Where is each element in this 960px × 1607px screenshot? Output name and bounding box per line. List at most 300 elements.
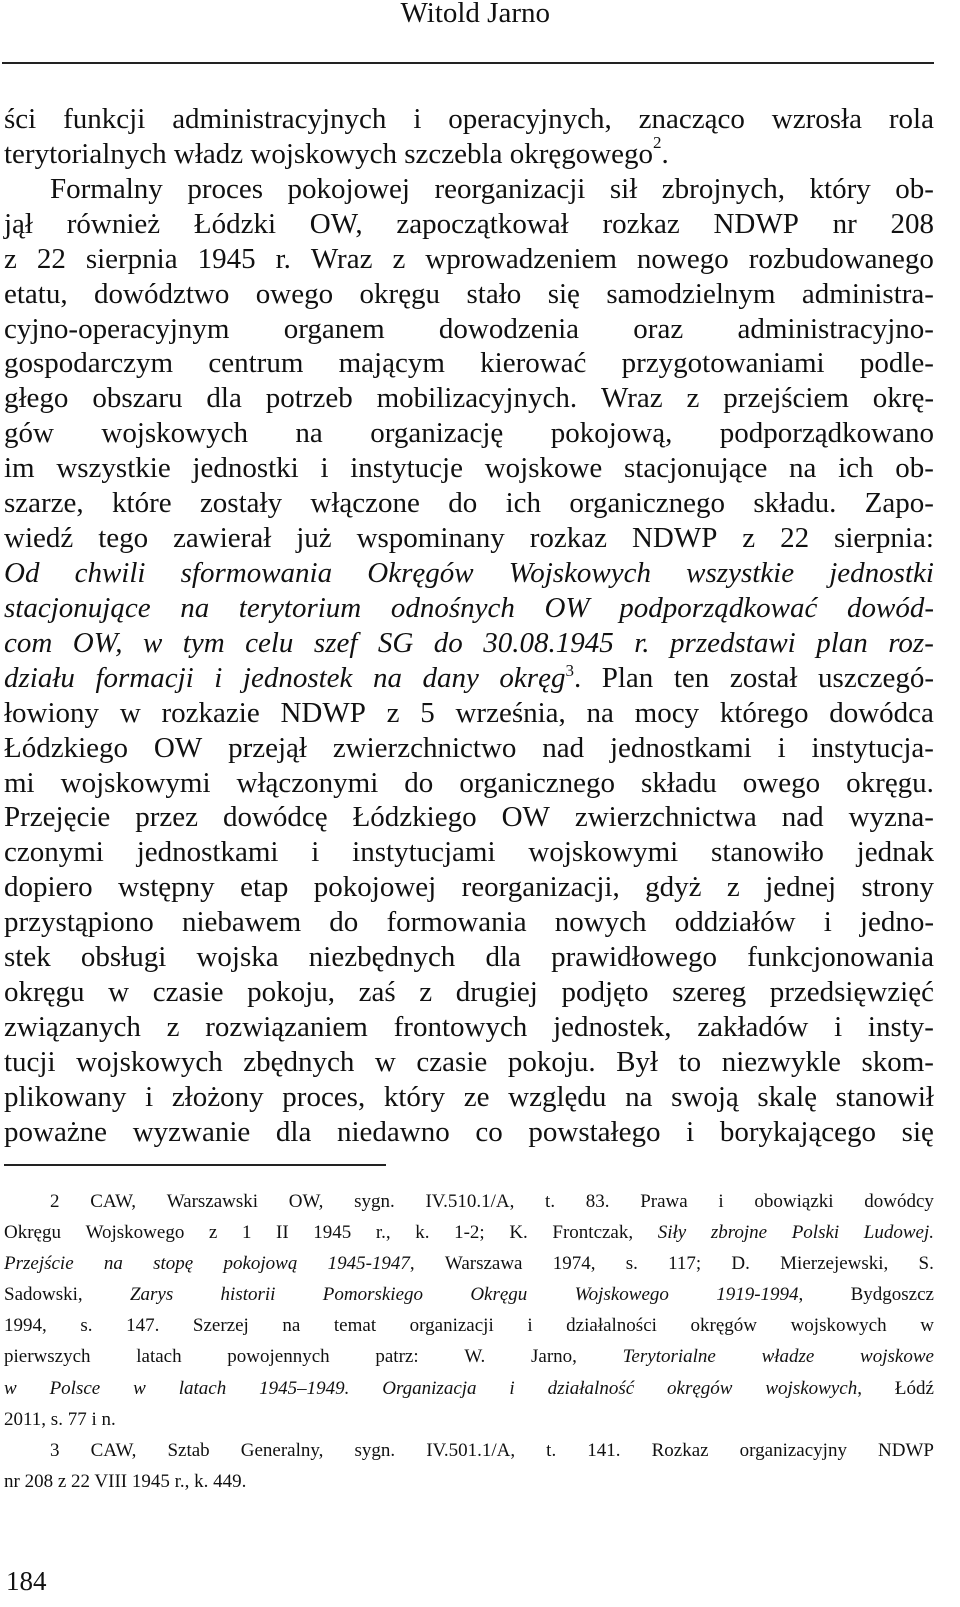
text-run: stek — [4, 941, 51, 974]
text-run: . — [661, 137, 669, 170]
text-run: przez — [135, 801, 198, 834]
text-line — [4, 1115, 934, 1150]
italic-text: Terytorialne — [622, 1346, 716, 1368]
text-run: okręgu — [4, 976, 85, 1009]
text-run: latach — [136, 1346, 182, 1368]
text-run: r. — [275, 242, 291, 275]
text-line — [4, 207, 934, 242]
text-run: powojennych — [227, 1346, 330, 1368]
footnotes — [4, 1186, 934, 1497]
text-run: t. — [546, 1439, 557, 1461]
italic-text: okręg — [499, 661, 566, 694]
text-run: Formalny — [50, 172, 163, 205]
word — [328, 1248, 415, 1279]
text-run: z — [208, 1222, 218, 1244]
text-run: jednostkami — [609, 731, 752, 764]
text-run: 1945 — [197, 242, 256, 275]
italic-text: pokojową — [223, 1253, 298, 1275]
text-run: 147. — [126, 1315, 160, 1337]
text-run: IV.510.1/A, — [425, 1191, 515, 1212]
text-run: 1994, — [4, 1315, 47, 1337]
italic-text: Siły — [657, 1222, 687, 1244]
text-run: rozwiązaniem — [205, 1010, 368, 1043]
text-run: , — [798, 1284, 804, 1306]
text-run: okręgu. — [846, 766, 934, 799]
text-run: do — [404, 766, 434, 799]
text-run: pokoju. — [507, 1045, 596, 1078]
footnote-line — [4, 1217, 934, 1248]
text-run: względu — [508, 1080, 607, 1113]
text-run: i — [686, 1115, 695, 1148]
text-run: operacyjnych, — [448, 103, 612, 135]
italic-text: r. — [634, 626, 650, 659]
text-run: Warszawa — [444, 1253, 523, 1275]
text-run: OW — [153, 731, 203, 764]
text-run: 208 — [890, 207, 934, 240]
text-line — [4, 591, 934, 626]
text-run: wprowadzeniem — [425, 242, 617, 275]
text-run: z — [742, 522, 756, 555]
text-run: insty- — [867, 1010, 934, 1043]
text-run: 2 — [50, 1191, 60, 1212]
text-run: 22 — [780, 522, 810, 555]
italic-text: Od — [4, 556, 40, 589]
text-run: złożony — [171, 1080, 264, 1113]
text-run: jednak — [856, 836, 934, 869]
italic-text: okręgów — [667, 1377, 733, 1399]
italic-text: stopę — [153, 1253, 194, 1275]
text-run: t. — [545, 1191, 556, 1212]
text-run: składu. — [753, 487, 837, 520]
italic-text: celu — [245, 626, 294, 659]
text-run: K. — [509, 1222, 528, 1244]
text-run: przedsięwzięć — [769, 976, 934, 1009]
italic-text: OW, — [72, 626, 123, 659]
italic-text: w — [142, 626, 163, 659]
text-run: i — [145, 1080, 154, 1113]
italic-text: chwili — [74, 556, 146, 589]
italic-text: podporządkować — [619, 591, 818, 624]
footnote-line — [4, 1279, 934, 1310]
text-run: okrę- — [872, 382, 934, 415]
text-run: 3 — [50, 1439, 60, 1461]
text-run: z — [166, 1010, 180, 1043]
text-run: ich — [838, 452, 874, 485]
text-run: pokojowej — [313, 871, 437, 904]
word — [716, 1279, 803, 1310]
text-run: rozkaz — [602, 207, 680, 240]
text-run: Warszawski — [166, 1191, 259, 1212]
italic-text: zbrojne — [710, 1222, 768, 1244]
text-run: rozkaz — [529, 522, 608, 555]
text-run: 1974, — [552, 1253, 596, 1275]
text-run: z — [726, 871, 740, 904]
text-run: , — [857, 1377, 862, 1399]
text-run: z — [686, 382, 700, 415]
text-run: i — [777, 731, 786, 764]
text-run: organem — [283, 312, 385, 345]
text-run: drugiej — [455, 976, 538, 1009]
text-run: potrzeb — [265, 382, 353, 415]
italic-text: plan — [816, 626, 868, 659]
text-run: Wraz — [310, 242, 373, 275]
italic-text: odnośnych — [390, 591, 515, 624]
italic-text: Przejście — [4, 1253, 74, 1275]
text-run: powstałego — [528, 1115, 661, 1148]
text-run: mocy — [634, 696, 700, 729]
text-run: instytucjami — [352, 836, 496, 869]
italic-text: historii — [220, 1284, 276, 1306]
text-run: który — [383, 1080, 446, 1113]
text-run: podle- — [859, 347, 934, 380]
text-run: niezbędnych — [308, 941, 456, 974]
italic-text: wojskowych — [765, 1377, 858, 1399]
text-run: skalę — [757, 1080, 818, 1113]
text-run: jedno- — [859, 906, 934, 939]
text-run: z — [4, 242, 17, 275]
text-line — [4, 696, 934, 731]
text-run: 5 — [420, 696, 435, 729]
italic-text: i — [509, 1377, 515, 1399]
text-run: NDWP — [713, 207, 799, 240]
italic-text: przedstawi — [670, 626, 796, 659]
text-run: ich — [505, 487, 542, 520]
italic-text: władze — [761, 1346, 815, 1368]
italic-text: formacji — [95, 661, 194, 694]
text-run: i — [527, 1315, 533, 1337]
text-run: który — [809, 172, 871, 205]
italic-text: sformowania — [180, 556, 333, 589]
text-run: wspominany — [356, 522, 505, 555]
text-run: organizacyjny — [739, 1439, 847, 1461]
text-run: działalności — [566, 1315, 657, 1337]
text-run: wojskowych — [101, 417, 248, 450]
text-run: administracyjnych — [172, 103, 387, 135]
text-run: stanowił — [835, 1080, 934, 1113]
text-run: okręgu — [359, 277, 441, 310]
text-run: etatu, — [4, 277, 68, 310]
text-run: obszaru — [92, 382, 183, 415]
text-line — [4, 132, 934, 172]
text-run: i — [718, 1191, 724, 1212]
text-run: na — [789, 452, 817, 485]
footnote-line — [4, 1341, 934, 1372]
header-rule — [2, 62, 934, 64]
text-run: oddziałów — [674, 906, 796, 939]
text-run: 1 — [241, 1222, 252, 1244]
text-run: plikowany — [4, 1080, 127, 1113]
text-run: , — [409, 1253, 415, 1275]
text-run: czasie — [416, 1045, 488, 1078]
italic-text: 1919-1994 — [716, 1284, 799, 1306]
text-run: temat — [333, 1315, 377, 1337]
text-run: w — [374, 1045, 396, 1078]
text-run: obsługi — [80, 941, 167, 974]
text-run: nowego — [636, 242, 729, 275]
running-header-author: Witold Jarno — [400, 0, 550, 29]
text-run: dowodzenia — [438, 312, 580, 345]
text-run: dla — [206, 382, 242, 415]
text-run: 117; — [668, 1253, 702, 1275]
text-run: pokoju, — [247, 976, 335, 1009]
text-run: Łódzki — [193, 207, 277, 240]
word — [765, 1373, 862, 1404]
text-run: Wojskowego — [85, 1222, 185, 1244]
text-run: rozkazie — [161, 696, 260, 729]
text-run: CAW, — [90, 1191, 137, 1212]
text-run: 141. — [587, 1439, 621, 1461]
text-run: patrz: — [375, 1346, 419, 1368]
italic-text: roz- — [888, 626, 934, 659]
text-run: Sztab — [167, 1439, 210, 1461]
word — [499, 661, 581, 696]
italic-text: Okręgów — [367, 556, 474, 589]
text-run: OW, — [309, 207, 363, 240]
text-run: funkcji — [63, 103, 146, 135]
italic-text: wszystkie — [686, 556, 795, 589]
text-run: NDWP — [280, 696, 366, 729]
footnote-line — [4, 1466, 934, 1497]
text-run: niedawno — [336, 1115, 450, 1148]
italic-text: 30.08.1945 — [483, 626, 614, 659]
text-run: przystąpiono — [4, 906, 154, 939]
text-run: jednostki — [192, 452, 299, 485]
text-run: nr 208 z 22 VIII 1945 r., k. 449. — [4, 1470, 247, 1492]
text-run: to — [678, 1045, 702, 1078]
text-run: nowych — [554, 906, 647, 939]
text-run: gdyż — [645, 871, 702, 904]
italic-text: terytorium — [238, 591, 362, 624]
text-run: instytucja- — [811, 731, 934, 764]
text-line — [4, 172, 934, 207]
text-run: na — [282, 1315, 301, 1337]
text-run: dowództwo — [94, 277, 230, 310]
text-line — [4, 1045, 934, 1080]
text-run: z — [392, 242, 406, 275]
text-run: ob- — [895, 452, 934, 485]
text-line — [4, 1010, 934, 1045]
text-run: kierować — [480, 347, 587, 380]
text-run: co — [475, 1115, 503, 1148]
text-run: 1-2; — [454, 1222, 485, 1244]
text-run: uszczegó- — [818, 661, 934, 694]
text-run: D. — [731, 1253, 750, 1275]
text-run: proces, — [282, 1080, 366, 1113]
text-run: . — [573, 661, 582, 694]
text-run: wyzwanie — [132, 1115, 251, 1148]
text-line — [4, 416, 934, 451]
text-run: OW, — [288, 1191, 324, 1212]
text-run: zapoczątkował — [396, 207, 569, 240]
text-run: swoją — [671, 1080, 739, 1113]
text-run: łowiony — [4, 696, 100, 729]
footnote-line — [4, 1435, 934, 1466]
italic-text: 1945–1949. — [259, 1377, 350, 1399]
italic-text: na — [372, 661, 402, 694]
text-run: oraz — [633, 312, 684, 345]
italic-text: w — [133, 1377, 146, 1399]
footnote-marker: 3 — [565, 660, 574, 680]
text-run: NDWP — [878, 1439, 934, 1461]
text-run: zaś — [358, 976, 396, 1009]
text-run: Mierzejewski, — [780, 1253, 889, 1275]
text-run: pokojową, — [550, 417, 673, 450]
text-run: ści — [4, 103, 37, 135]
text-run: Przejęcie — [4, 801, 111, 834]
text-run: sierpnia — [85, 242, 178, 275]
italic-text: wojskowe — [860, 1346, 934, 1368]
text-run: sił — [609, 172, 638, 205]
text-run: organizacji — [409, 1315, 494, 1337]
text-run: reorganizacji — [434, 172, 586, 205]
text-run: Był — [616, 1045, 659, 1078]
text-run: gów — [4, 417, 54, 450]
text-run: wszystkie — [56, 452, 171, 485]
text-run: samodzielnym — [606, 277, 776, 310]
text-run: Sadowski, — [4, 1284, 83, 1306]
text-run: związanych — [4, 1010, 141, 1043]
text-run: i — [320, 452, 329, 485]
text-run: 22 — [36, 242, 66, 275]
text-run: włączonymi — [236, 766, 379, 799]
text-run: zakładów — [697, 1010, 809, 1043]
text-run: zwierzchnictwa — [574, 801, 757, 834]
text-run: IV.501.1/A, — [426, 1439, 516, 1461]
text-run: owego — [255, 277, 334, 310]
text-run: podjęto — [561, 976, 649, 1009]
italic-text: dowód- — [846, 591, 934, 624]
text-line — [4, 521, 934, 556]
text-run: poważne — [4, 1115, 108, 1148]
text-run: przygotowaniami — [621, 347, 825, 380]
text-run: r., — [375, 1222, 391, 1244]
text-run: owego — [742, 766, 821, 799]
text-run: sygn. — [354, 1439, 396, 1461]
italic-text: i — [214, 661, 223, 694]
text-run: szarze, — [4, 487, 84, 520]
text-run: sygn. — [354, 1191, 395, 1212]
text-run: przejął — [228, 731, 307, 764]
text-line — [4, 870, 934, 905]
italic-text: com — [4, 626, 53, 659]
text-run: czasie — [152, 976, 224, 1009]
text-run: S. — [918, 1253, 934, 1275]
text-run: wojskowymi — [60, 766, 211, 799]
text-run: funkcjonowania — [747, 941, 934, 974]
italic-text: jednostek — [242, 661, 353, 694]
text-run: Wraz — [601, 382, 663, 415]
text-run: OW — [501, 801, 550, 834]
text-run: Okręgu — [4, 1222, 61, 1244]
text-line — [4, 905, 934, 940]
text-run: s. — [80, 1315, 93, 1337]
text-run: wojskowych — [76, 1045, 223, 1078]
text-line — [4, 486, 934, 521]
text-run: stanowiło — [711, 836, 824, 869]
text-run: organicznego — [569, 487, 726, 520]
text-run: mi — [4, 766, 35, 799]
text-run: wzrosła — [771, 103, 862, 135]
text-line — [4, 766, 934, 801]
text-run: szereg — [672, 976, 747, 1009]
text-run: którego — [719, 696, 809, 729]
italic-text: latach — [178, 1377, 227, 1399]
text-run: administracyjno- — [737, 312, 934, 345]
text-run: na — [295, 417, 323, 450]
text-run: Łódzkiego — [4, 731, 129, 764]
footnote-marker: 2 — [653, 132, 662, 152]
text-run: im — [4, 452, 35, 485]
text-run: W. — [464, 1346, 486, 1368]
text-run: i — [413, 103, 422, 135]
text-run: niezwykle — [721, 1045, 841, 1078]
text-run: Szerzej — [192, 1315, 249, 1337]
text-run: proces — [187, 172, 263, 205]
text-run: Łódzkiego — [352, 801, 477, 834]
text-run: borykającego — [719, 1115, 877, 1148]
text-run: tego — [98, 522, 149, 555]
text-run: wojskowymi — [528, 836, 679, 869]
text-run: niebawem — [181, 906, 302, 939]
text-run: na — [586, 696, 614, 729]
text-run: k. — [415, 1222, 430, 1244]
italic-text: na — [180, 591, 210, 624]
text-run: pierwszych — [4, 1346, 91, 1368]
text-line — [4, 940, 934, 975]
italic-text: Zarys — [129, 1284, 174, 1306]
text-run: również — [66, 207, 161, 240]
text-run: na — [625, 1080, 653, 1113]
text-run: 2011, s. 77 i n. — [4, 1408, 116, 1430]
text-run: reorganizacji, — [461, 871, 620, 904]
text-run: i — [823, 906, 832, 939]
footnote-line — [4, 1404, 934, 1435]
text-line — [4, 381, 934, 416]
text-run: mającym — [338, 347, 445, 380]
text-run: ten — [673, 661, 710, 694]
italic-text: Polsce — [49, 1377, 101, 1399]
italic-text: SG — [377, 626, 414, 659]
text-line — [4, 661, 934, 696]
text-run: obowiązki — [754, 1191, 834, 1212]
page-number: 184 — [6, 1566, 47, 1596]
text-run: jednostek, — [553, 1010, 672, 1043]
footnote-line — [4, 1186, 934, 1217]
text-run: pokojowej — [287, 172, 410, 205]
text-run: zbędnych — [243, 1045, 355, 1078]
text-run: wstępny — [118, 871, 215, 904]
text-run: i — [834, 1010, 843, 1043]
text-run: w — [119, 696, 141, 729]
text-run: stacjonujące — [624, 452, 768, 485]
text-run: frontowych — [393, 1010, 528, 1043]
italic-text: Okręgu — [470, 1284, 528, 1306]
text-run: Generalny, — [240, 1439, 324, 1461]
text-run: rola — [888, 103, 934, 135]
text-run: sierpnia: — [834, 522, 934, 555]
italic-text: na — [103, 1253, 123, 1275]
text-line — [4, 451, 934, 486]
text-run: jednej — [765, 871, 837, 904]
text-run: NDWP — [631, 522, 718, 555]
text-run: wyzna- — [848, 801, 934, 834]
text-run: formowania — [386, 906, 527, 939]
text-run: organizację — [370, 417, 504, 450]
text-run: ob- — [895, 172, 934, 205]
text-run: w — [108, 976, 130, 1009]
text-line — [4, 346, 934, 381]
text-run: do — [448, 487, 478, 520]
